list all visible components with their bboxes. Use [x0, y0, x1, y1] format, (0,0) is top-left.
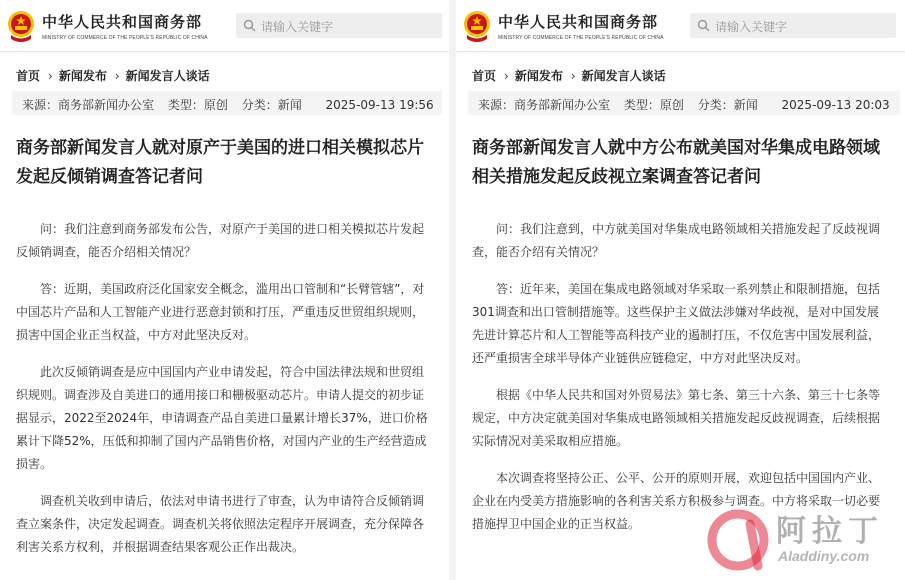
breadcrumb-home[interactable]: 首页	[472, 69, 497, 83]
article-category: 分类：新闻	[241, 98, 302, 112]
search-input[interactable]: 请输入关键字	[715, 20, 788, 34]
article-type: 类型：原创	[167, 98, 228, 112]
article-body	[16, 218, 434, 573]
watermark-url: Aladdiny.com	[778, 548, 870, 564]
article-paragraph: 答：近期，美国政府泛化国家安全概念，滥用出口管制和“长臂管辖”，对中国芯片产品和人工智能产业进行恶意封锁和打压，严重违反世贸组织规则，损害中国企业正当权益，中方对此坚决反对。	[16, 282, 425, 342]
article-source: 来源：商务部新闻办公室	[478, 98, 611, 112]
article-title: 商务部新闻发言人就对原产于美国的进口相关模拟芯片发起反倾销调查答记者问	[16, 138, 424, 187]
article-type: 类型：原创	[623, 98, 684, 112]
article-paragraph: 答：近年来，美国在集成电路领域对华采取一系列禁止和限制措施，包括301调查和出口管制措施等。这些保护主义做法涉嫌对华歧视，是对中国发展先进计算芯片和人工智能等高科技产业的遏制打压，不仅危害中国发展利益，还严重损害全球半导体产业链供应链稳定，中方对此坚决反对。	[472, 282, 881, 365]
breadcrumb-separator: ›	[504, 68, 509, 83]
article-meta	[468, 91, 900, 115]
panel-divider	[449, 0, 456, 580]
article-paragraph: 根据《中华人民共和国对外贸易法》第七条、第三十六条、第三十七条等规定，中方决定就美国对华集成电路领域相关措施发起反歧视调查，后续根据实际情况对美采取相应措施。	[472, 388, 881, 448]
article-paragraph: 此次反倾销调查是应中国国内产业申请发起，符合中国法律法规和世贸组织规则。调查涉及自美进口的通用接口和栅极驱动芯片。申请人提交的初步证据显示，2022至2024年，申请调查产品自美进口量累计增长37%，进口价格累计下降52%，压低和抑制了国内产品销售价格，对国内产业的生产经营造成损害。	[16, 365, 428, 471]
breadcrumb-separator: ›	[570, 68, 576, 83]
article-paragraph: 问：我们注意到，中方就美国对华集成电路领域相关措施发起了反歧视调查，能否介绍有关情况？	[472, 222, 881, 259]
breadcrumb	[472, 67, 666, 84]
article-panel-right	[456, 0, 905, 580]
aladdin-logo-icon	[706, 504, 770, 572]
search-box[interactable]	[236, 13, 442, 38]
search-input[interactable]: 请输入关键字	[261, 20, 334, 34]
breadcrumb-separator: ›	[114, 68, 120, 83]
watermark	[706, 504, 896, 574]
article-paragraph: 调查机关收到申请后，依法对申请书进行了审查，认为申请符合反倾销调查立案条件，决定发起调查。调查机关将依照法定程序开展调查，充分保障各利害关系方权利，并根据调查结果客观公正作出裁决。	[16, 494, 425, 554]
site-header	[0, 0, 449, 52]
article-panel-left	[0, 0, 449, 580]
brand[interactable]	[42, 11, 208, 41]
national-emblem-icon[interactable]	[462, 9, 492, 43]
breadcrumb-home[interactable]: 首页	[16, 69, 41, 83]
brand-name-en: MINISTRY OF COMMERCE OF THE PEOPLE'S REPUBLIC OF CHINA	[498, 35, 664, 41]
breadcrumb-news-release[interactable]: 新闻发布	[514, 69, 563, 83]
search-icon[interactable]	[243, 19, 256, 32]
brand-name-cn: 中华人民共和国商务部	[498, 13, 659, 31]
article-category: 分类：新闻	[697, 98, 758, 112]
search-icon[interactable]	[697, 19, 710, 32]
brand-name-cn: 中华人民共和国商务部	[42, 13, 203, 31]
article-datetime: 2025-09-13 19:56	[325, 98, 434, 112]
article-source: 来源：商务部新闻办公室	[22, 98, 155, 112]
article-paragraph: 本次调查将坚持公正、公平、公开的原则开展，欢迎包括中国国内产业、企业在内受美方措施影响的各利害关系方积极参与调查。中方将采取一切必要措施捍卫中国企业的正当权益。	[472, 471, 881, 531]
search-box[interactable]	[690, 13, 896, 38]
brand-name-en: MINISTRY OF COMMERCE OF THE PEOPLE'S REPUBLIC OF CHINA	[42, 35, 208, 41]
national-emblem-icon[interactable]	[6, 9, 36, 43]
breadcrumb-separator: ›	[48, 68, 53, 83]
breadcrumb-news-release[interactable]: 新闻发布	[58, 69, 107, 83]
article-paragraph: 问：我们注意到商务部发布公告，对原产于美国的进口相关模拟芯片发起反倾销调查，能否介绍相关情况？	[16, 222, 425, 259]
breadcrumb-spokesperson[interactable]: 新闻发言人谈话	[125, 69, 210, 83]
brand[interactable]	[498, 11, 664, 41]
article-meta	[12, 91, 442, 115]
breadcrumb-spokesperson[interactable]: 新闻发言人谈话	[581, 69, 666, 83]
site-header	[456, 0, 905, 52]
article-body	[472, 218, 890, 550]
breadcrumb	[16, 67, 210, 84]
article-datetime: 2025-09-13 20:03	[781, 98, 890, 112]
article-title: 商务部新闻发言人就中方公布就美国对华集成电路领域相关措施发起反歧视立案调查答记者问	[472, 138, 880, 187]
watermark-text: 阿拉丁	[776, 514, 884, 549]
